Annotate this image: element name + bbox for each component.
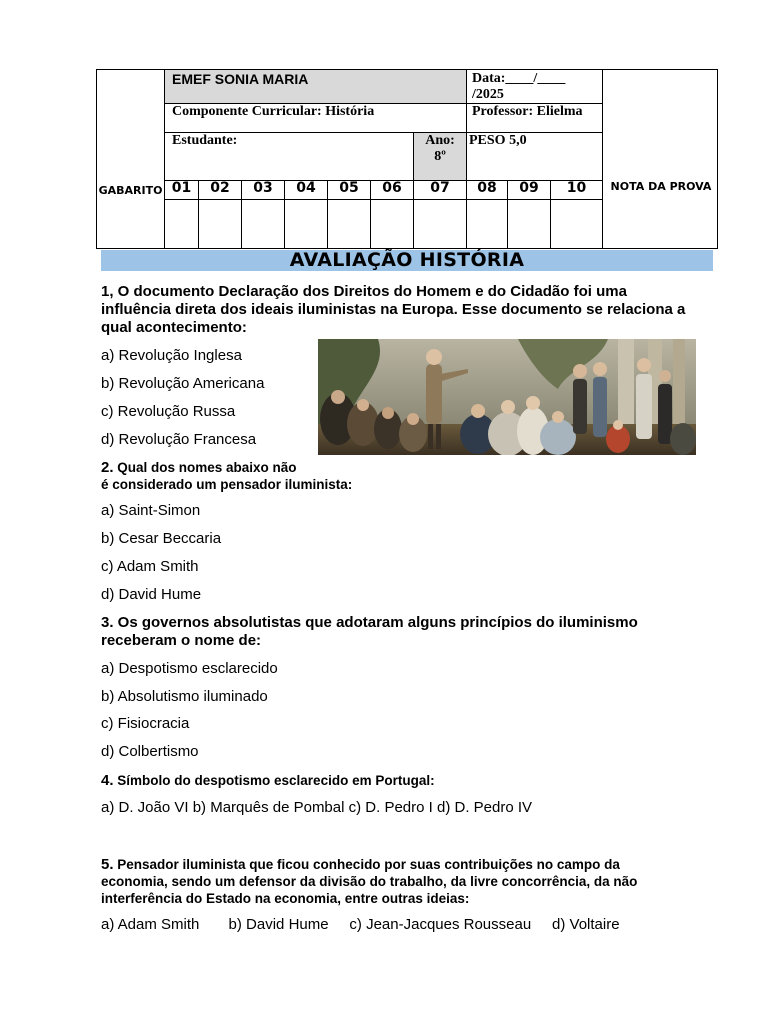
question-text: Qual dos nomes abaixo não xyxy=(113,460,297,475)
question-text: Símbolo do despotismo esclarecido em Portugal: xyxy=(113,773,435,788)
title-bar xyxy=(101,250,713,271)
question-text: economia, sendo um defensor da divisão do trabalho, da livre concorrência, da não xyxy=(101,874,638,889)
option-a: a) Despotismo esclarecido xyxy=(101,660,278,677)
date-field xyxy=(472,71,565,103)
option-c: c) Adam Smith xyxy=(101,558,199,575)
answer-number: 06 xyxy=(382,180,402,196)
year-field xyxy=(414,133,466,165)
answer-number: 08 xyxy=(477,180,497,196)
student-label: Estudante: xyxy=(172,133,238,148)
option-b: b) Cesar Beccaria xyxy=(101,530,222,547)
page-title: AVALIAÇÃO HISTÓRIA xyxy=(289,249,525,271)
component-label: Componente Curricular: História xyxy=(172,104,375,119)
grade-label: NOTA DA PROVA xyxy=(610,180,712,193)
answer-number: 04 xyxy=(296,180,316,196)
question-number: 4. xyxy=(101,772,114,789)
teacher-label: Professor: Elielma xyxy=(472,104,583,119)
option-b: b) Revolução Americana xyxy=(101,375,265,392)
historical-painting-image xyxy=(318,339,696,455)
question-5 xyxy=(101,856,637,907)
option-d: d) Colbertismo xyxy=(101,743,199,760)
question-text: Pensador iluminista que ficou conhecido por suas contribuições no campo da xyxy=(113,857,620,872)
question-text: qual acontecimento: xyxy=(101,319,247,336)
option-b: b) Absolutismo iluminado xyxy=(101,688,268,705)
question-1 xyxy=(101,283,685,337)
option-d: d) Revolução Francesa xyxy=(101,431,257,448)
question-text: receberam o nome de: xyxy=(101,632,262,649)
school-name: EMEF SONIA MARIA xyxy=(172,71,309,87)
answer-number: 02 xyxy=(210,180,230,196)
answer-number: 09 xyxy=(519,180,539,196)
question-4 xyxy=(101,772,435,789)
date-label: Data:____/____ xyxy=(472,71,566,86)
options-line: a) D. João VI b) Marquês de Pombal c) D. Pedro I d) D. Pedro IV xyxy=(101,799,533,816)
weight-label: PESO 5,0 xyxy=(469,133,527,148)
question-text: 3. Os governos absolutistas que adotaram alguns princípios do iluminismo xyxy=(101,614,638,631)
answer-number: 05 xyxy=(339,180,359,196)
year-value: 8º xyxy=(434,149,446,164)
answer-number: 01 xyxy=(171,180,192,196)
answer-number: 07 xyxy=(430,180,450,196)
question-text: influência direta dos ideais iluministas na Europa. Esse documento se relaciona a xyxy=(101,301,686,318)
question-3 xyxy=(101,614,638,650)
answer-number: 10 xyxy=(566,180,587,196)
header-table xyxy=(96,69,718,249)
question-text: interferência do Estado na economia, entre outras ideias: xyxy=(101,891,470,906)
answer-number: 03 xyxy=(253,180,273,196)
options-line: a) Adam Smith b) David Hume c) Jean-Jacques Rousseau d) Voltaire xyxy=(101,916,620,933)
option-c: c) Fisiocracia xyxy=(101,715,190,732)
question-number: 5. xyxy=(101,856,114,873)
question-text: 1, O documento Declaração dos Direitos do Homem e do Cidadão foi uma xyxy=(101,283,627,300)
date-year: /2025 xyxy=(472,87,504,102)
question-text: é considerado um pensador iluminista: xyxy=(101,477,353,492)
option-a: a) Revolução Inglesa xyxy=(101,347,242,364)
year-label: Ano: xyxy=(425,133,455,148)
option-d: d) David Hume xyxy=(101,586,202,603)
question-2 xyxy=(101,459,352,493)
option-c: c) Revolução Russa xyxy=(101,403,236,420)
answer-key-label: GABARITO xyxy=(98,184,163,197)
option-a: a) Saint-Simon xyxy=(101,502,201,519)
question-number: 2. xyxy=(101,459,114,476)
